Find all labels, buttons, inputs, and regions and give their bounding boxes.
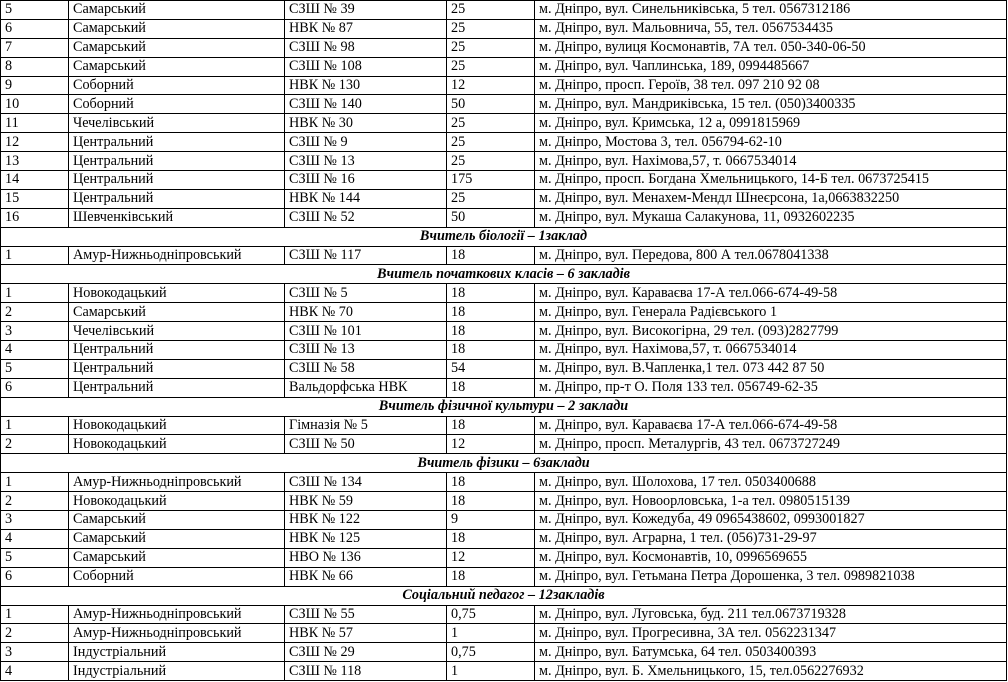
section-heading-row xyxy=(1,454,1007,473)
district-cell: Самарський xyxy=(69,1,285,20)
address-cell: м. Дніпро, вул. Прогресивна, 3А тел. 0562231347 xyxy=(535,624,1007,643)
table-row xyxy=(1,246,1007,265)
hours-cell: 18 xyxy=(447,529,535,548)
district-cell: Центральний xyxy=(69,359,285,378)
district-cell: Соборний xyxy=(69,76,285,95)
hours-cell: 18 xyxy=(447,492,535,511)
table-row xyxy=(1,95,1007,114)
hours-cell: 50 xyxy=(447,208,535,227)
district-cell: Самарський xyxy=(69,38,285,57)
section-heading-row xyxy=(1,227,1007,246)
table-row xyxy=(1,359,1007,378)
table-row xyxy=(1,171,1007,190)
table-row xyxy=(1,114,1007,133)
hours-cell: 25 xyxy=(447,114,535,133)
hours-cell: 50 xyxy=(447,95,535,114)
row-number-cell: 14 xyxy=(1,171,69,190)
school-cell: НВК № 59 xyxy=(285,492,447,511)
address-cell: м. Дніпро, вул. В.Чапленка,1 тел. 073 442 87 50 xyxy=(535,359,1007,378)
row-number-cell: 4 xyxy=(1,341,69,360)
row-number-cell: 6 xyxy=(1,19,69,38)
school-cell: СЗШ № 39 xyxy=(285,1,447,20)
hours-cell: 54 xyxy=(447,359,535,378)
address-cell: м. Дніпро, вул. Луговська, буд. 211 тел.0673719328 xyxy=(535,605,1007,624)
table-row xyxy=(1,662,1007,681)
row-number-cell: 13 xyxy=(1,152,69,171)
district-cell: Центральний xyxy=(69,189,285,208)
hours-cell: 25 xyxy=(447,57,535,76)
section-heading-row xyxy=(1,586,1007,605)
school-cell: СЗШ № 140 xyxy=(285,95,447,114)
school-cell: СЗШ № 13 xyxy=(285,341,447,360)
address-cell: м. Дніпро, вул. Передова, 800 А тел.0678041338 xyxy=(535,246,1007,265)
district-cell: Новокодацький xyxy=(69,284,285,303)
hours-cell: 0,75 xyxy=(447,605,535,624)
hours-cell: 18 xyxy=(447,322,535,341)
district-cell: Новокодацький xyxy=(69,416,285,435)
address-cell: м. Дніпро, вул. Генерала Радієвського 1 xyxy=(535,303,1007,322)
address-cell: м. Дніпро, вул. Батумська, 64 тел. 0503400393 xyxy=(535,643,1007,662)
district-cell: Новокодацький xyxy=(69,435,285,454)
district-cell: Соборний xyxy=(69,95,285,114)
hours-cell: 18 xyxy=(447,378,535,397)
hours-cell: 12 xyxy=(447,76,535,95)
section-heading-row xyxy=(1,265,1007,284)
district-cell: Самарський xyxy=(69,511,285,530)
address-cell: м. Дніпро, Мостова 3, тел. 056794-62-10 xyxy=(535,133,1007,152)
row-number-cell: 1 xyxy=(1,473,69,492)
table-row xyxy=(1,208,1007,227)
row-number-cell: 2 xyxy=(1,624,69,643)
table-row xyxy=(1,567,1007,586)
table-row xyxy=(1,303,1007,322)
hours-cell: 18 xyxy=(447,341,535,360)
section-title: Вчитель фізики – 6заклади xyxy=(1,454,1007,473)
table-row xyxy=(1,492,1007,511)
school-cell: НВК № 122 xyxy=(285,511,447,530)
district-cell: Амур-Нижньодніпровський xyxy=(69,473,285,492)
school-cell: СЗШ № 98 xyxy=(285,38,447,57)
address-cell: м. Дніпро, вул. Менахем-Мендл Шнеєрсона, 1а,0663832250 xyxy=(535,189,1007,208)
district-cell: Амур-Нижньодніпровський xyxy=(69,246,285,265)
address-cell: м. Дніпро, вул. Нахімова,57, т. 0667534014 xyxy=(535,341,1007,360)
section-title: Соціальний педагог – 12закладів xyxy=(1,586,1007,605)
address-cell: м. Дніпро, вул. Мальовнича, 55, тел. 0567534435 xyxy=(535,19,1007,38)
hours-cell: 25 xyxy=(447,189,535,208)
address-cell: м. Дніпро, вул. Мандриківська, 15 тел. (050)3400335 xyxy=(535,95,1007,114)
section-title: Вчитель початкових класів – 6 закладів xyxy=(1,265,1007,284)
row-number-cell: 3 xyxy=(1,643,69,662)
row-number-cell: 1 xyxy=(1,246,69,265)
hours-cell: 18 xyxy=(447,246,535,265)
hours-cell: 9 xyxy=(447,511,535,530)
school-cell: СЗШ № 108 xyxy=(285,57,447,76)
address-cell: м. Дніпро, просп. Героїв, 38 тел. 097 210 92 08 xyxy=(535,76,1007,95)
row-number-cell: 5 xyxy=(1,1,69,20)
hours-cell: 18 xyxy=(447,284,535,303)
school-cell: СЗШ № 5 xyxy=(285,284,447,303)
row-number-cell: 3 xyxy=(1,511,69,530)
district-cell: Центральний xyxy=(69,378,285,397)
school-cell: СЗШ № 101 xyxy=(285,322,447,341)
row-number-cell: 3 xyxy=(1,322,69,341)
table-row xyxy=(1,76,1007,95)
table-row xyxy=(1,416,1007,435)
table-row xyxy=(1,511,1007,530)
table-row xyxy=(1,548,1007,567)
row-number-cell: 5 xyxy=(1,548,69,567)
table-row xyxy=(1,341,1007,360)
table-row xyxy=(1,605,1007,624)
district-cell: Амур-Нижньодніпровський xyxy=(69,624,285,643)
hours-cell: 1 xyxy=(447,662,535,681)
school-cell: СЗШ № 50 xyxy=(285,435,447,454)
row-number-cell: 2 xyxy=(1,435,69,454)
district-cell: Індустріальний xyxy=(69,662,285,681)
address-cell: м. Дніпро, просп. Металургів, 43 тел. 0673727249 xyxy=(535,435,1007,454)
address-cell: м. Дніпро, пр-т О. Поля 133 тел. 056749-62-35 xyxy=(535,378,1007,397)
address-cell: м. Дніпро, вул. Б. Хмельницького, 15, тел.0562276932 xyxy=(535,662,1007,681)
school-cell: НВК № 144 xyxy=(285,189,447,208)
address-cell: м. Дніпро, просп. Богдана Хмельницького, 14-Б тел. 0673725415 xyxy=(535,171,1007,190)
district-cell: Самарський xyxy=(69,529,285,548)
table-row xyxy=(1,38,1007,57)
table-row xyxy=(1,284,1007,303)
address-cell: м. Дніпро, вул. Синельниківська, 5 тел. 0567312186 xyxy=(535,1,1007,20)
district-cell: Амур-Нижньодніпровський xyxy=(69,605,285,624)
address-cell: м. Дніпро, вул. Караваєва 17-А тел.066-674-49-58 xyxy=(535,284,1007,303)
school-cell: СЗШ № 55 xyxy=(285,605,447,624)
hours-cell: 18 xyxy=(447,303,535,322)
table-row xyxy=(1,152,1007,171)
school-cell: СЗШ № 117 xyxy=(285,246,447,265)
row-number-cell: 8 xyxy=(1,57,69,76)
hours-cell: 12 xyxy=(447,548,535,567)
row-number-cell: 1 xyxy=(1,605,69,624)
table-row xyxy=(1,624,1007,643)
school-cell: СЗШ № 52 xyxy=(285,208,447,227)
row-number-cell: 7 xyxy=(1,38,69,57)
address-cell: м. Дніпро, вул. Гетьмана Петра Дорошенка, 3 тел. 0989821038 xyxy=(535,567,1007,586)
table-row xyxy=(1,529,1007,548)
row-number-cell: 1 xyxy=(1,284,69,303)
address-cell: м. Дніпро, вул. Кримська, 12 а, 0991815969 xyxy=(535,114,1007,133)
school-cell: НВК № 130 xyxy=(285,76,447,95)
row-number-cell: 10 xyxy=(1,95,69,114)
row-number-cell: 2 xyxy=(1,303,69,322)
section-heading-row xyxy=(1,397,1007,416)
school-cell: Вальдорфська НВК xyxy=(285,378,447,397)
hours-cell: 18 xyxy=(447,567,535,586)
address-cell: м. Дніпро, вул. Кожедуба, 49 0965438602, 0993001827 xyxy=(535,511,1007,530)
row-number-cell: 12 xyxy=(1,133,69,152)
district-cell: Індустріальний xyxy=(69,643,285,662)
school-cell: НВК № 87 xyxy=(285,19,447,38)
row-number-cell: 15 xyxy=(1,189,69,208)
address-cell: м. Дніпро, вул. Караваєва 17-А тел.066-674-49-58 xyxy=(535,416,1007,435)
address-cell: м. Дніпро, вул. Нахімова,57, т. 0667534014 xyxy=(535,152,1007,171)
address-cell: м. Дніпро, вул. Космонавтів, 10, 0996569655 xyxy=(535,548,1007,567)
address-cell: м. Дніпро, вул. Чаплинська, 189, 0994485667 xyxy=(535,57,1007,76)
school-cell: СЗШ № 29 xyxy=(285,643,447,662)
school-cell: СЗШ № 118 xyxy=(285,662,447,681)
row-number-cell: 16 xyxy=(1,208,69,227)
address-cell: м. Дніпро, вул. Шолохова, 17 тел. 0503400688 xyxy=(535,473,1007,492)
district-cell: Самарський xyxy=(69,303,285,322)
district-cell: Шевченківський xyxy=(69,208,285,227)
school-cell: НВК № 125 xyxy=(285,529,447,548)
district-cell: Центральний xyxy=(69,133,285,152)
school-cell: СЗШ № 9 xyxy=(285,133,447,152)
table-row xyxy=(1,643,1007,662)
school-cell: НВК № 57 xyxy=(285,624,447,643)
hours-cell: 1 xyxy=(447,624,535,643)
row-number-cell: 4 xyxy=(1,662,69,681)
district-cell: Самарський xyxy=(69,548,285,567)
district-cell: Центральний xyxy=(69,341,285,360)
hours-cell: 25 xyxy=(447,133,535,152)
district-cell: Чечелівський xyxy=(69,114,285,133)
row-number-cell: 1 xyxy=(1,416,69,435)
table-body xyxy=(1,1,1007,681)
row-number-cell: 2 xyxy=(1,492,69,511)
district-cell: Центральний xyxy=(69,171,285,190)
hours-cell: 25 xyxy=(447,152,535,171)
table-row xyxy=(1,57,1007,76)
hours-cell: 12 xyxy=(447,435,535,454)
school-cell: НВО № 136 xyxy=(285,548,447,567)
row-number-cell: 4 xyxy=(1,529,69,548)
school-cell: НВК № 30 xyxy=(285,114,447,133)
address-cell: м. Дніпро, вул. Мукаша Салакунова, 11, 0932602235 xyxy=(535,208,1007,227)
table-row xyxy=(1,322,1007,341)
district-cell: Новокодацький xyxy=(69,492,285,511)
school-cell: СЗШ № 16 xyxy=(285,171,447,190)
address-cell: м. Дніпро, вул. Аграрна, 1 тел. (056)731-29-97 xyxy=(535,529,1007,548)
hours-cell: 175 xyxy=(447,171,535,190)
hours-cell: 25 xyxy=(447,38,535,57)
row-number-cell: 9 xyxy=(1,76,69,95)
section-title: Вчитель фізичної культури – 2 заклади xyxy=(1,397,1007,416)
district-cell: Чечелівський xyxy=(69,322,285,341)
table-row xyxy=(1,133,1007,152)
district-cell: Центральний xyxy=(69,152,285,171)
address-cell: м. Дніпро, вулиця Космонавтів, 7А тел. 050-340-06-50 xyxy=(535,38,1007,57)
table-row xyxy=(1,435,1007,454)
district-cell: Самарський xyxy=(69,57,285,76)
address-cell: м. Дніпро, вул. Новоорловська, 1-а тел. 0980515139 xyxy=(535,492,1007,511)
row-number-cell: 6 xyxy=(1,567,69,586)
school-cell: Гімназія № 5 xyxy=(285,416,447,435)
row-number-cell: 5 xyxy=(1,359,69,378)
district-cell: Самарський xyxy=(69,19,285,38)
table-row xyxy=(1,473,1007,492)
hours-cell: 18 xyxy=(447,416,535,435)
section-title: Вчитель біології – 1заклад xyxy=(1,227,1007,246)
school-cell: СЗШ № 58 xyxy=(285,359,447,378)
table-row xyxy=(1,378,1007,397)
hours-cell: 18 xyxy=(447,473,535,492)
table-row xyxy=(1,19,1007,38)
address-cell: м. Дніпро, вул. Високогірна, 29 тел. (093)2827799 xyxy=(535,322,1007,341)
district-cell: Соборний xyxy=(69,567,285,586)
hours-cell: 25 xyxy=(447,19,535,38)
table-row xyxy=(1,1,1007,20)
hours-cell: 25 xyxy=(447,1,535,20)
school-cell: НВК № 70 xyxy=(285,303,447,322)
school-cell: СЗШ № 134 xyxy=(285,473,447,492)
school-cell: СЗШ № 13 xyxy=(285,152,447,171)
school-cell: НВК № 66 xyxy=(285,567,447,586)
hours-cell: 0,75 xyxy=(447,643,535,662)
row-number-cell: 6 xyxy=(1,378,69,397)
row-number-cell: 11 xyxy=(1,114,69,133)
table-row xyxy=(1,189,1007,208)
